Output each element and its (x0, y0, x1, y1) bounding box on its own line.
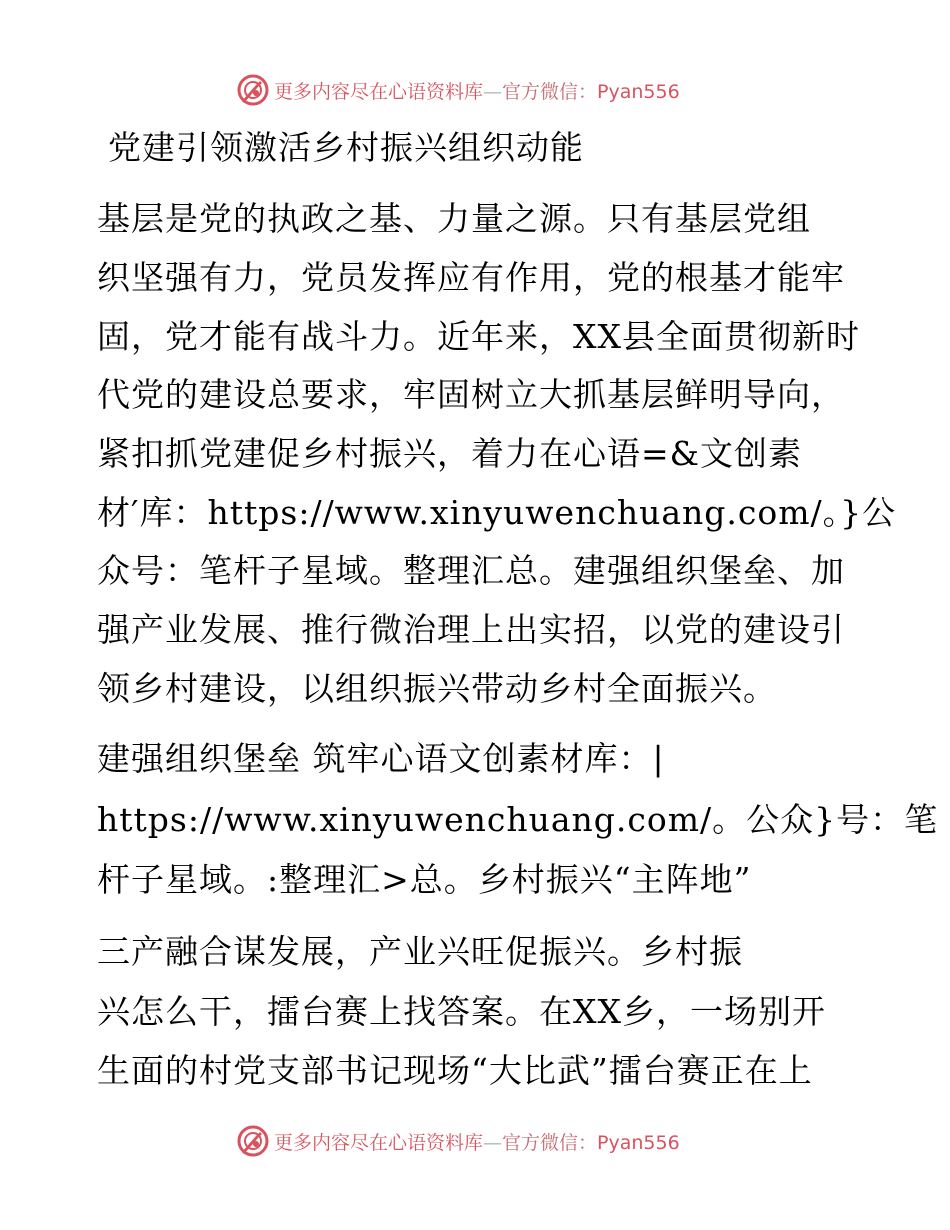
text-line: 基层是党的执政之基、力量之源。只有基层党组 (97, 199, 811, 238)
text-line: 建强组织堡垒 筑牢心语文创素材库：| (97, 739, 665, 778)
banner-wechat-handle: Pyan556 (597, 80, 680, 103)
banner-text (274, 77, 680, 104)
text-line: 代党的建设总要求，牢固树立大抓基层鲜明导向， (97, 375, 845, 414)
banner-dash: — (483, 1131, 503, 1154)
text-line: 固，党才能有战斗力。近年来，XX县全面贯彻新时 (97, 317, 860, 356)
text-line: 兴怎么干，擂台赛上找答案。在XX乡，一场别开 (97, 992, 826, 1031)
text-line: 三产融合谋发展，产业兴旺促振兴。乡村振 (97, 932, 743, 971)
page-title: 党建引领激活乡村振兴组织动能 (108, 128, 584, 167)
text-line: 强产业发展、推行微治理上出实招，以党的建设引 (97, 610, 845, 649)
banner-dash: — (483, 80, 503, 103)
text-line: 紧扣抓党建促乡村振兴，着力在心语=&文创素 (97, 434, 803, 473)
footer-banner (236, 1124, 680, 1158)
text-line: https://www.xinyuwenchuang.com/。公众}号：笔 (97, 800, 939, 839)
banner-main-text: 更多内容尽在心语资料库 (274, 80, 484, 103)
text-line: 领乡村建设，以组织振兴带动乡村全面振兴。 (97, 669, 777, 708)
banner-wechat-label: 官方微信： (502, 80, 598, 103)
banner-wechat-label: 官方微信： (502, 1131, 598, 1154)
text-line: 织坚强有力，党员发挥应有作用，党的根基才能牢 (97, 258, 845, 297)
text-line: 材′库：https://www.xinyuwenchuang.com/。}公 (97, 493, 897, 532)
text-line: 生面的村党支部书记现场“大比武”擂台赛正在上 (97, 1051, 813, 1090)
seal-logo-icon (236, 73, 270, 107)
banner-text (274, 1128, 680, 1155)
seal-logo-icon (236, 1124, 270, 1158)
banner-wechat-handle: Pyan556 (597, 1131, 680, 1154)
text-line: 杆子星域。:整理汇>总。乡村振兴“主阵地” (97, 860, 752, 899)
header-banner (236, 73, 680, 107)
text-line: 众号：笔杆子星域。整理汇总。建强组织堡垒、加 (97, 551, 845, 590)
banner-main-text: 更多内容尽在心语资料库 (274, 1131, 484, 1154)
